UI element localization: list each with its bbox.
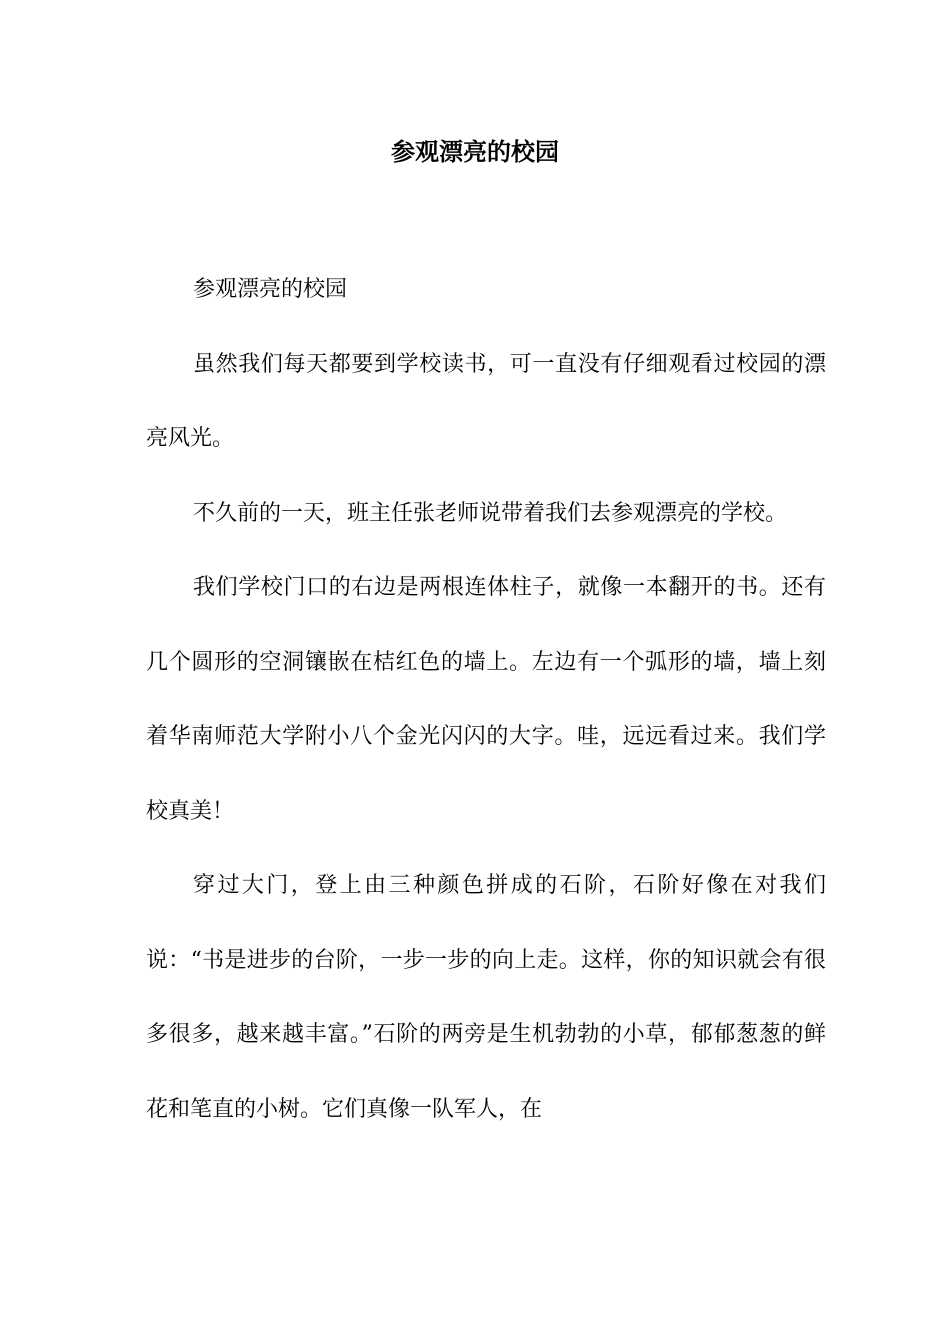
paragraph: 穿过大门，登上由三种颜色拼成的石阶，石阶好像在对我们说：“书是进步的台阶，一步一步的向上走。这样，你的知识就会有很多很多，越来越丰富。”石阶的两旁是生机勃勃的小草，郁郁葱葱的鲜花和笔直的小树。它们真像一队军人，在 (146, 873, 826, 1122)
document-body (146, 253, 826, 1147)
paragraph: 不久前的一天，班主任张老师说带着我们去参观漂亮的学校。 (193, 500, 788, 526)
paragraph-subtitle: 参观漂亮的校园 (193, 277, 348, 302)
document-title: 参观漂亮的校园 (391, 137, 559, 166)
paragraph: 我们学校门口的右边是两根连体柱子，就像一本翻开的书。还有几个圆形的空洞镶嵌在桔红色的墙上。左边有一个弧形的墙，墙上刻着华南师范大学附小八个金光闪闪的大字。哇，远远看过来。我们学校真美！ (146, 575, 826, 824)
paragraph: 虽然我们每天都要到学校读书，可一直没有仔细观看过校园的漂亮风光。 (146, 351, 826, 451)
